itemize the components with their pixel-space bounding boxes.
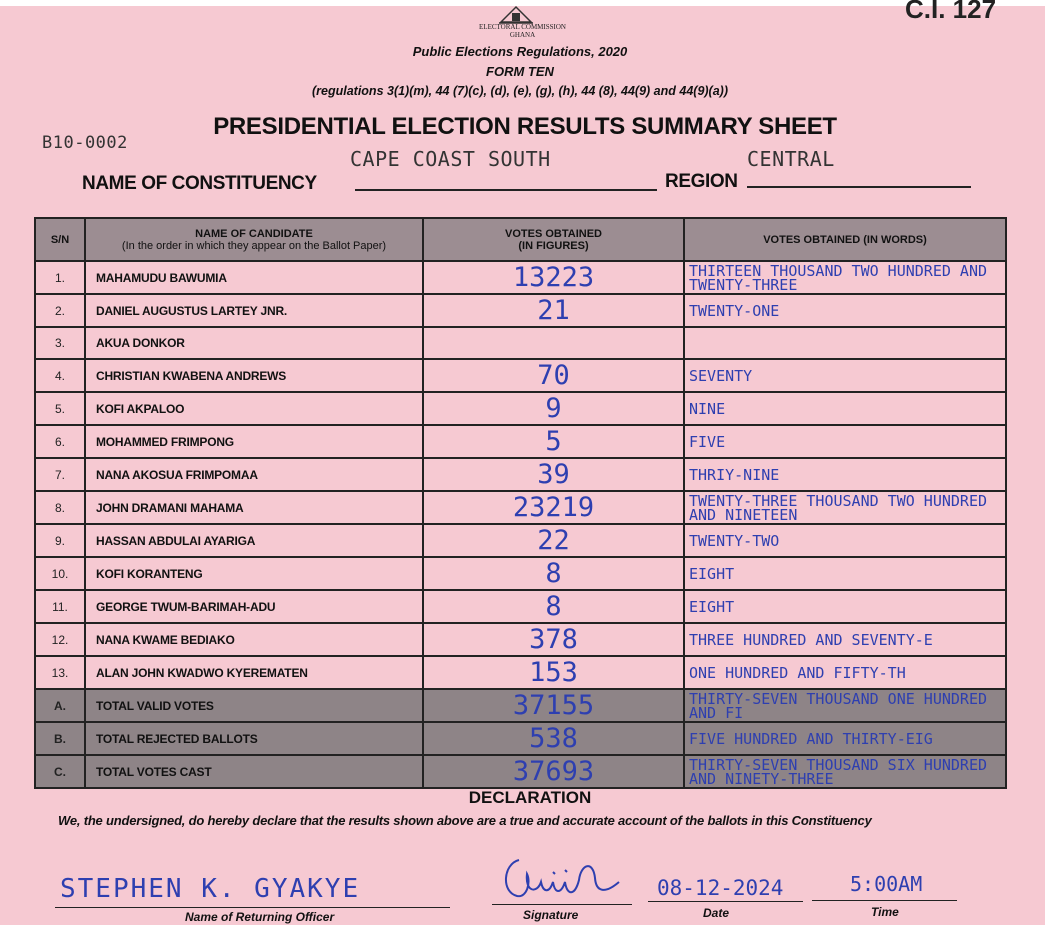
votes-words: THREE HUNDRED AND SEVENTY-E <box>684 623 1006 656</box>
sheet-code: B10-0002 <box>42 133 128 153</box>
region-label: REGION <box>665 171 738 192</box>
total-row-valid <box>35 689 1006 722</box>
table-row <box>35 557 1006 590</box>
table-row <box>35 425 1006 458</box>
votes-words: EIGHT <box>684 557 1006 590</box>
row-sn: 10. <box>35 557 85 590</box>
votes-words: ONE HUNDRED AND FIFTY-TH <box>684 656 1006 689</box>
total-label: TOTAL VALID VOTES <box>85 689 423 722</box>
candidate-name: MAHAMUDU BAWUMIA <box>85 261 423 294</box>
row-sn: 9. <box>35 524 85 557</box>
table-row <box>35 359 1006 392</box>
time-label: Time <box>871 905 899 919</box>
regulations-title: Public Elections Regulations, 2020 <box>412 44 628 59</box>
date-underline <box>648 901 803 902</box>
votes-figures: 39 <box>423 458 684 491</box>
votes-figures: 9 <box>423 392 684 425</box>
votes-figures: 22 <box>423 524 684 557</box>
votes-figures: 13223 <box>423 261 684 294</box>
signature-underline <box>492 904 632 905</box>
form-name: FORM TEN <box>486 64 554 79</box>
votes-words: TWENTY-ONE <box>684 294 1006 327</box>
returning-officer-label: Name of Returning Officer <box>185 910 335 924</box>
date-value: 08-12-2024 <box>657 876 784 900</box>
candidate-name: DANIEL AUGUSTUS LARTEY JNR. <box>85 294 423 327</box>
votes-figures: 21 <box>423 294 684 327</box>
commission-line-2: GHANA <box>509 31 536 39</box>
total-label: TOTAL REJECTED BALLOTS <box>85 722 423 755</box>
table-row <box>35 623 1006 656</box>
regulation-references: (regulations 3(1)(m), 44 (7)(c), (d), (e), (g), (h), 44 (8), 44(9) and 44(9)(a)) <box>311 84 728 98</box>
total-row-rejected <box>35 722 1006 755</box>
header-figures-main: VOTES OBTAINED <box>505 227 602 240</box>
table-row <box>35 327 1006 359</box>
declaration-text: We, the undersigned, do hereby declare that the results shown above are a true and accurate account of the ballots in this Constituency <box>58 813 872 828</box>
candidate-name: NANA KWAME BEDIAKO <box>85 623 423 656</box>
signature-label: Signature <box>523 908 579 922</box>
votes-figures: 153 <box>423 656 684 689</box>
table-row <box>35 392 1006 425</box>
total-sn: C. <box>35 755 85 788</box>
row-sn: 3. <box>35 327 85 359</box>
votes-words: TWENTY-THREE THOUSAND TWO HUNDRED AND NINETEEN <box>684 491 1006 524</box>
returning-officer-name: STEPHEN K. GYAKYE <box>60 874 361 904</box>
table-row <box>35 656 1006 689</box>
time-underline <box>812 900 957 901</box>
header-figures-sub: (IN FIGURES) <box>518 239 589 252</box>
total-figures: 37693 <box>423 755 684 788</box>
votes-figures: 378 <box>423 623 684 656</box>
row-sn: 13. <box>35 656 85 689</box>
votes-figures: 23219 <box>423 491 684 524</box>
total-words: FIVE HUNDRED AND THIRTY-EIG <box>684 722 1006 755</box>
candidate-name: MOHAMMED FRIMPONG <box>85 425 423 458</box>
row-sn: 7. <box>35 458 85 491</box>
table-row <box>35 491 1006 524</box>
results-table <box>34 217 1007 789</box>
candidate-name: AKUA DONKOR <box>85 327 423 359</box>
table-row <box>35 590 1006 623</box>
total-words: THIRTY-SEVEN THOUSAND SIX HUNDRED AND NINETY-THREE <box>684 755 1006 788</box>
header-candidate-name <box>85 218 423 261</box>
commission-line-1: ELECTORAL COMMISSION <box>479 23 566 31</box>
total-label: TOTAL VOTES CAST <box>85 755 423 788</box>
votes-words: FIVE <box>684 425 1006 458</box>
header-sn: S/N <box>35 218 85 261</box>
header-name-sub: (In the order in which they appear on the Ballot Paper) <box>121 239 387 252</box>
votes-words: TWENTY-TWO <box>684 524 1006 557</box>
candidate-name: JOHN DRAMANI MAHAMA <box>85 491 423 524</box>
date-label: Date <box>703 906 730 920</box>
officer-underline <box>55 907 450 908</box>
header-name-main: NAME OF CANDIDATE <box>195 227 313 240</box>
votes-words <box>684 327 1006 359</box>
votes-words: NINE <box>684 392 1006 425</box>
votes-words: EIGHT <box>684 590 1006 623</box>
commission-name <box>430 23 615 39</box>
row-sn: 4. <box>35 359 85 392</box>
votes-words: THRIY-NINE <box>684 458 1006 491</box>
row-sn: 8. <box>35 491 85 524</box>
page-title: PRESIDENTIAL ELECTION RESULTS SUMMARY SHEET <box>213 113 837 140</box>
candidate-name: GEORGE TWUM-BARIMAH-ADU <box>85 590 423 623</box>
votes-figures: 70 <box>423 359 684 392</box>
region-value: CENTRAL <box>747 147 835 171</box>
row-sn: 6. <box>35 425 85 458</box>
total-sn: B. <box>35 722 85 755</box>
total-row-cast <box>35 755 1006 788</box>
total-words: THIRTY-SEVEN THOUSAND ONE HUNDRED AND FI <box>684 689 1006 722</box>
total-figures: 538 <box>423 722 684 755</box>
constituency-value: CAPE COAST SOUTH <box>350 147 551 171</box>
signature-scribble-icon <box>497 852 627 904</box>
total-figures: 37155 <box>423 689 684 722</box>
candidate-name: KOFI KORANTENG <box>85 557 423 590</box>
header-votes-figures <box>423 218 684 261</box>
table-row <box>35 524 1006 557</box>
electoral-commission-emblem-icon <box>497 4 535 24</box>
table-row <box>35 261 1006 294</box>
row-sn: 12. <box>35 623 85 656</box>
header-votes-words: VOTES OBTAINED (IN WORDS) <box>684 218 1006 261</box>
votes-figures <box>423 327 684 359</box>
table-row <box>35 294 1006 327</box>
table-row <box>35 458 1006 491</box>
votes-words: SEVENTY <box>684 359 1006 392</box>
form-code: C.I. 127 <box>905 0 997 24</box>
candidate-name: NANA AKOSUA FRIMPOMAA <box>85 458 423 491</box>
candidate-name: ALAN JOHN KWADWO KYEREMATEN <box>85 656 423 689</box>
candidate-name: KOFI AKPALOO <box>85 392 423 425</box>
region-underline <box>747 186 971 188</box>
declaration-title: DECLARATION <box>468 788 592 807</box>
time-value: 5:00AM <box>850 872 923 896</box>
votes-figures: 8 <box>423 590 684 623</box>
total-sn: A. <box>35 689 85 722</box>
votes-figures: 5 <box>423 425 684 458</box>
row-sn: 2. <box>35 294 85 327</box>
row-sn: 5. <box>35 392 85 425</box>
row-sn: 11. <box>35 590 85 623</box>
constituency-label: NAME OF CONSTITUENCY <box>82 173 317 194</box>
candidate-name: CHRISTIAN KWABENA ANDREWS <box>85 359 423 392</box>
candidate-name: HASSAN ABDULAI AYARIGA <box>85 524 423 557</box>
votes-figures: 8 <box>423 557 684 590</box>
constituency-underline <box>355 189 657 191</box>
table-header-row <box>35 218 1006 261</box>
votes-words: THIRTEEN THOUSAND TWO HUNDRED AND TWENTY-THREE <box>684 261 1006 294</box>
row-sn: 1. <box>35 261 85 294</box>
